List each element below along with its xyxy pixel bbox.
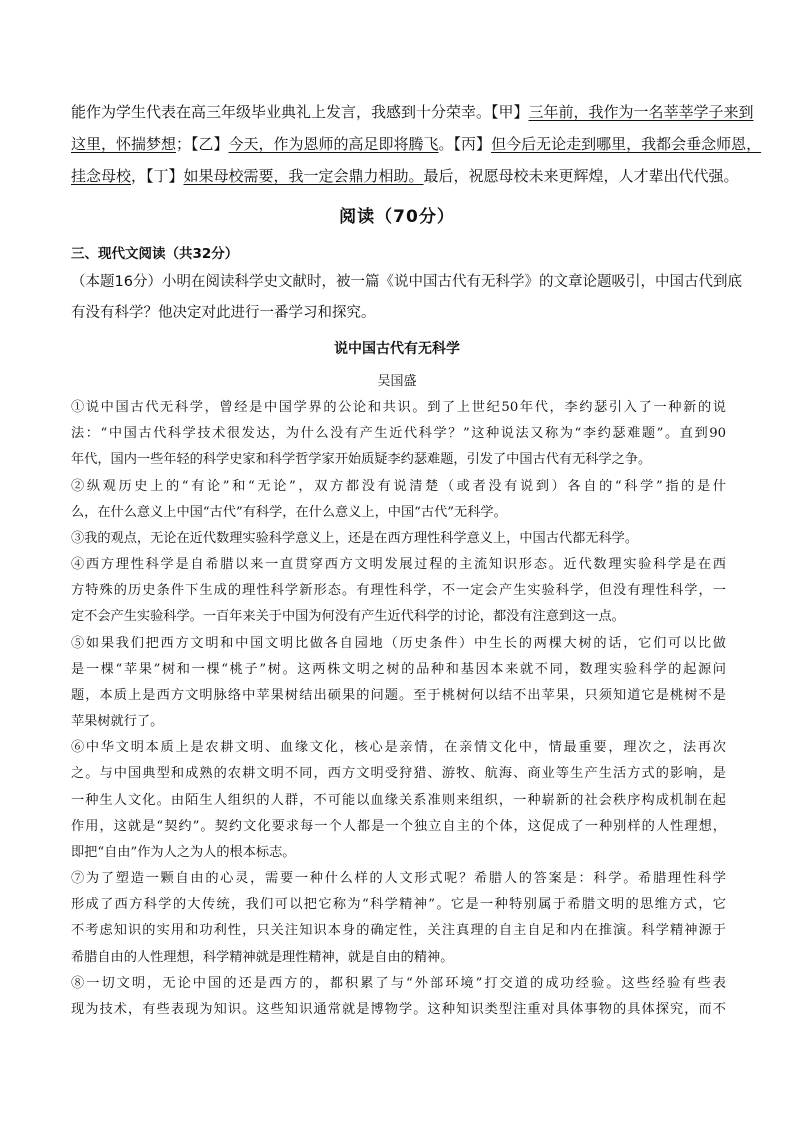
underlined-clause-bing-end: 挂念母校 <box>71 167 132 185</box>
article-line: ⑦为了塑造一颗自由的心灵，需要一种什么样的人文形式呢？希腊人的答案是：科学。希腊理性科学 <box>71 871 726 886</box>
article-title: 说中国古代有无科学 <box>334 341 460 357</box>
article-line: 年代，国内一些年轻的科学史家和科学哲学家开始质疑李约瑟难题，引发了中国古代有无科学之争。 <box>71 452 652 467</box>
article-line: 作用，这就是“契约”。契约文化要求每一个人都是一个独立自主的个体，这促成了一种别样的人性理想， <box>71 819 726 834</box>
underlined-clause-jia-end: 这里，怀揣梦想 <box>71 135 177 153</box>
article-line: 不考虑知识的实用和功利性，只关注知识本身的确定性，关注真理的自主自足和内在推演。科学精神源于 <box>71 923 726 938</box>
article-line: ⑤如果我们把西方文明和中国文明比做各自园地（历史条件）中生长的两棵大树的话，它们可以比做 <box>71 636 726 651</box>
section-title: 阅读（70分） <box>339 207 455 227</box>
article-line: 现为技术，有些表现为知识。这些知识通常就是博物学。这种知识类型注重对具体事物的具体探究，而不 <box>71 1002 726 1017</box>
article-line: 一种生人文化。由陌生人组织的人群，不可能以血缘关系准则来组织，一种崭新的社会秩序构成机制在起 <box>71 793 726 808</box>
article-line: 希腊自由的人性理想，科学精神就是理性精神，就是自由的精神。 <box>71 950 454 965</box>
article-line: 方特殊的历史条件下生成的理性科学新形态。有理性科学，不一定会产生实验科学，但没有理性科学，一 <box>71 583 726 598</box>
article-line: ④西方理性科学是自希腊以来一直贯穿西方文明发展过程的主流知识形态。近代数理实验科学是在西 <box>71 557 726 572</box>
underlined-clause-ding: 如果母校需要，我一定会鼎力相助。 <box>183 167 424 185</box>
article-line: ③我的观点，无论在近代数理实验科学意义上，还是在西方理性科学意义上，中国古代都无科学。 <box>71 531 639 546</box>
article-line: 苹果树就行了。 <box>71 714 164 729</box>
question-intro-line-1: （本题16分）小明在阅读科学史文献时，被一篇《说中国古代有无科学》的文章论题吸引，中国古代到底 <box>71 274 742 290</box>
speech-line-2 <box>71 134 762 154</box>
article-line: 即把“自由”作为人之为人的根本标志。 <box>71 845 296 860</box>
article-line: 么，在什么意义上中国“古代”有科学，在什么意义上，中国“古代”无科学。 <box>71 505 507 520</box>
article-line: ⑥中华文明本质上是农耕文明、血缘文化，核心是亲情，在亲情文化中，情最重要，理次之，法再次 <box>71 740 726 755</box>
article-line: 形成了西方科学的大传统，我们可以把它称为“科学精神”。它是一种特别属于希腊文明的思维方式，它 <box>71 897 726 912</box>
article-line: ②纵观历史上的“有论”和“无论”，双方都没有说清楚（或者没有说到）各自的“科学”指的是什 <box>71 479 726 494</box>
article-line: 定不会产生实验科学。一百年来关于中国为何没有产生近代科学的讨论，都没有注意到这一点。 <box>71 609 625 624</box>
speech-text: 能作为学生代表在高三年级毕业典礼上发言，我感到十分荣幸。【甲】 <box>71 103 529 121</box>
speech-line-1 <box>71 102 754 122</box>
question-intro-line-2: 有没有科学？他决定对此进行一番学习和探究。 <box>71 305 376 321</box>
speech-text: ，【丁】 <box>131 167 184 185</box>
subsection-heading: 三、现代文阅读（共32分） <box>71 246 239 262</box>
article-line: 题，本质上是西方文明脉络中苹果树结出硕果的问题。至于桃树何以结不出苹果，只须知道它是桃树不是 <box>71 688 726 703</box>
article-line: ⑧一切文明，无论中国的还是西方的，都积累了与“外部环境”打交道的成功经验。这些经验有些表 <box>71 976 726 991</box>
article-line: 之。与中国典型和成熟的农耕文明不同，西方文明受狩猎、游牧、航海、商业等生产生活方式的影响，是 <box>71 766 726 781</box>
speech-text: 。【丙】 <box>438 135 492 153</box>
article-line: ①说中国古代无科学，曾经是中国学界的公论和共识。到了上世纪50年代，李约瑟引入了一种新的说 <box>71 400 726 415</box>
article-author: 吴国盛 <box>377 374 417 389</box>
article-line: 是一棵“苹果”树和一棵“桃子”树。这两株文明之树的品种和基因本来就不同，数理实验科学的起源问 <box>71 662 726 677</box>
speech-text: ；【乙】 <box>176 135 229 153</box>
speech-line-3 <box>71 166 751 186</box>
speech-text: 最后，祝愿母校未来更辉煌，人才辈出代代强。 <box>423 167 739 185</box>
underlined-clause-yi: 今天，作为恩师的高足即将腾飞 <box>228 135 439 153</box>
article-line: 法：“中国古代科学技术很发达，为什么没有产生近代科学？”这种说法又称为“李约瑟难题”。直到90 <box>71 426 726 441</box>
underlined-clause-jia: 三年前，我作为一名莘莘学子来到 <box>528 103 754 121</box>
underlined-clause-bing: 但今后无论走到哪里，我都会垂念师恩， <box>491 135 762 153</box>
